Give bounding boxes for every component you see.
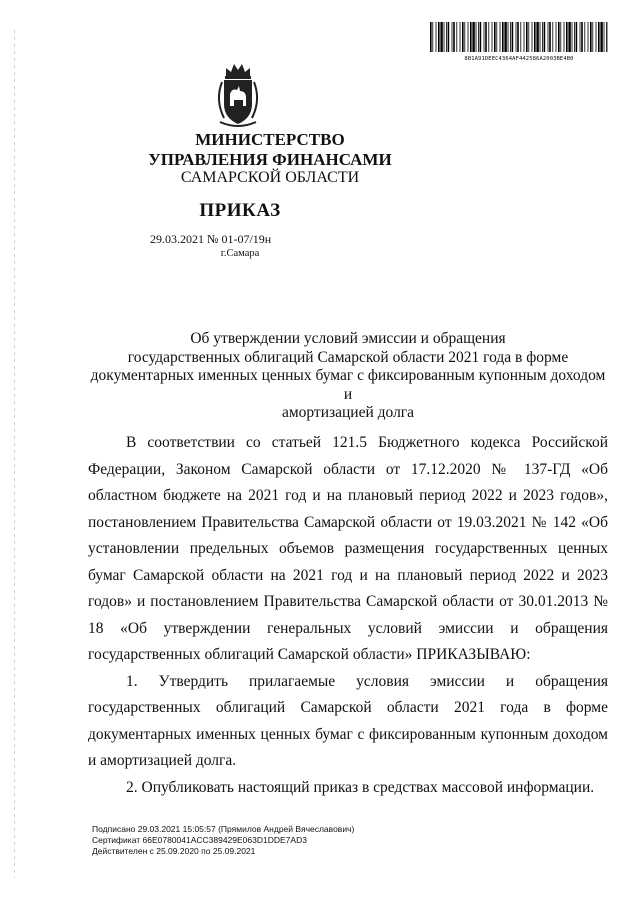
signature-signed: Подписано 29.03.2021 15:05:57 (Прямилов Андрей Вячеславович) bbox=[92, 824, 355, 834]
signature-certificate: Сертификат 66E0780041ACC389429E063D1DDE7AD3 bbox=[92, 835, 307, 845]
order-subject bbox=[88, 330, 608, 423]
ministry-line-2: УПРАВЛЕНИЯ ФИНАНСАМИ bbox=[148, 150, 392, 169]
barcode-text: 8B1A91DEEC4364AF442586A2003BE4B0 bbox=[464, 56, 574, 62]
order-city: г.Самара bbox=[220, 248, 260, 259]
subject-line-1: Об утверждении условий эмиссии и обращения bbox=[190, 330, 506, 347]
body-paragraph-item-2: 2. Опубликовать настоящий приказ в средствах массовой информации. bbox=[126, 778, 595, 796]
barcode bbox=[430, 22, 608, 52]
ministry-line-1: МИНИСТЕРСТВО bbox=[195, 130, 345, 149]
subject-line-3: документарных именных ценных бумаг с фиксированным купонным доходом и bbox=[90, 367, 606, 403]
order-date-number: 29.03.2021 № 01-07/19н bbox=[150, 232, 272, 246]
body-paragraph-item-1: 1. Утвердить прилагаемые условия эмиссии и обращения государственных облигаций Самарской области 2021 года в форме документарных именных ценных бумаг с фиксированным купонным доходом и амортизацией долга. bbox=[88, 672, 608, 769]
body-paragraph-preamble: В соответствии со статьей 121.5 Бюджетного кодекса Российской Федерации, Законом Самарской области от 17.12.2020 № 137-ГД «Об областном бюджете на 2021 год и на плановый период 2022 и 2023 годов», постановлением Правительства Самарской области от 19.03.2021 № 142 «Об установлении предельных объемов размещения государственных ценных бумаг Самарской области на 2021 год и на плановый период 2022 и 2023 годов» и постановлением Правительства Самарской области от 30.01.2013 № 18 «Об утверждении генеральных условий эмиссии и обращения государственных облигаций Самарской области» ПРИКАЗЫВАЮ: bbox=[88, 434, 608, 663]
signature-valid: Действителен с 25.09.2020 по 25.09.2021 bbox=[92, 846, 256, 856]
scan-edge-line bbox=[14, 30, 15, 878]
subject-line-2: государственных облигаций Самарской области 2021 года в форме bbox=[127, 348, 569, 366]
order-body bbox=[88, 430, 608, 801]
ministry-line-3: САМАРСКОЙ ОБЛАСТИ bbox=[180, 169, 360, 186]
samara-coat-of-arms-icon bbox=[212, 60, 264, 130]
subject-line-4: амортизацией долга bbox=[281, 404, 415, 421]
order-title: ПРИКАЗ bbox=[199, 200, 281, 221]
electronic-signature-stamp bbox=[92, 824, 354, 857]
